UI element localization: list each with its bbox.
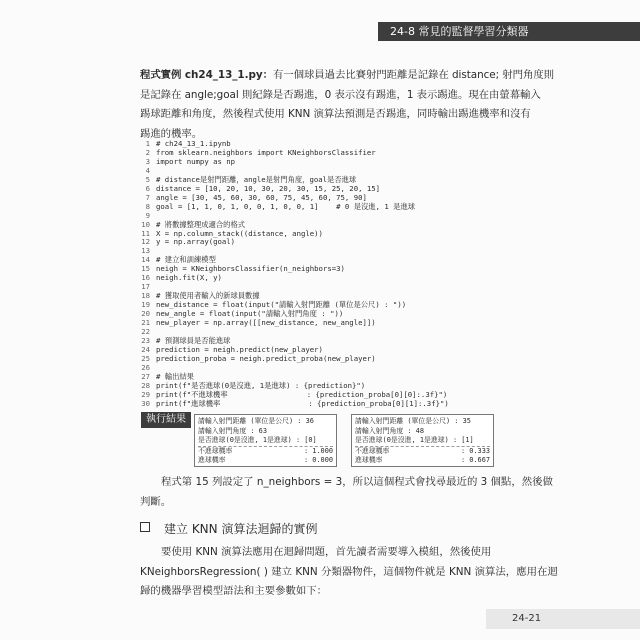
run-output-1: [194, 414, 337, 467]
section-title: 建立 KNN 演算法迴歸的實例: [164, 522, 318, 536]
line-number: 9: [145, 210, 150, 220]
output-row: [198, 427, 333, 437]
code-line: [138, 202, 415, 212]
explanation-paragraph: [140, 473, 553, 512]
body-line: 歸的機器學習模型語法和主要參數如下：: [140, 585, 328, 597]
code-text: # ch24_13_1.ipynb: [156, 139, 231, 148]
line-number: 3: [145, 156, 150, 166]
page-number: 24-21: [486, 609, 640, 629]
code-line: [138, 399, 449, 409]
code-text: prediction_proba = neigh.predict_proba(new_player): [156, 353, 376, 363]
line-number: 25: [141, 353, 150, 363]
line-number: 27: [141, 371, 150, 381]
line-number: 5: [145, 174, 150, 184]
output-label: 是否進球(0是沒進, 1是進球) : [1]: [355, 436, 474, 445]
line-number: 16: [141, 273, 150, 283]
output-label: 請輸入射門角度 : 48: [355, 426, 424, 435]
line-number: 19: [141, 300, 150, 310]
output-value: : 0.667: [460, 456, 490, 465]
code-text: X = np.column_stack((distance, angle)): [156, 228, 323, 238]
line-number: 17: [141, 282, 150, 292]
line-number: 1: [145, 139, 150, 148]
output-label: 進球機率: [355, 456, 383, 465]
result-tag: 執行結果: [141, 412, 191, 428]
line-number: 14: [141, 255, 150, 265]
code-line: [138, 318, 376, 328]
intro-line: 程式實例 ch24_13_1.py：有一個球員過去比賽射門距離是記錄在 distance; 射門角度則: [140, 69, 555, 81]
intro-paragraph: [140, 66, 555, 144]
line-number: 13: [141, 246, 150, 256]
code-text: prediction = neigh.predict(new_player): [156, 344, 323, 354]
code-text: goal = [1, 1, 0, 1, 0, 0, 1, 0, 0, 1] # 0 是沒進, 1 是進球: [156, 201, 416, 211]
line-number: 21: [141, 318, 150, 327]
output-row: [198, 436, 333, 447]
checkbox-square-icon: [140, 522, 150, 532]
line-number: 8: [145, 201, 150, 211]
code-text: y = np.array(goal): [156, 237, 236, 247]
output-label: 進球機率: [198, 456, 226, 465]
code-text: neigh = KNeighborsClassifier(n_neighbors=3): [156, 264, 345, 274]
line-number: 11: [141, 228, 150, 238]
output-row: [198, 447, 333, 457]
code-text: # 建立和訓練模型: [156, 255, 216, 265]
example-label: 程式實例 ch24_13_1.py：: [140, 69, 273, 81]
run-output-2: [351, 414, 494, 467]
line-number: 23: [141, 335, 150, 345]
line-number: 10: [141, 219, 150, 229]
line-number: 20: [141, 309, 150, 319]
code-text: from sklearn.neighbors import KNeighborsClassifier: [156, 147, 376, 157]
line-number: 22: [141, 326, 150, 336]
line-number: 28: [141, 380, 150, 390]
output-label: 是否進球(0是沒進, 1是進球) : [0]: [198, 436, 317, 445]
line-number: 26: [141, 362, 150, 372]
explanation-line: 程式第 15 列設定了 n_neighbors = 3，所以這個程式會找尋最近的 3 個點，然後做: [161, 476, 553, 488]
line-number: 12: [141, 237, 150, 247]
code-text: import numpy as np: [156, 156, 236, 166]
line-number: 24: [141, 344, 150, 354]
line-number: 18: [141, 291, 150, 301]
code-text: angle = [30, 45, 60, 30, 60, 75, 45, 60, 75, 90]: [156, 192, 367, 202]
output-value: : 0.000: [303, 456, 333, 465]
output-value: : 1.000: [303, 446, 333, 455]
output-row: [355, 456, 490, 466]
code-text: neigh.fit(X, y): [156, 273, 222, 283]
line-number: 7: [145, 192, 150, 202]
line-number: 6: [145, 183, 150, 193]
output-label: 請輸入射門距離 (單位是公尺) : 36: [198, 417, 314, 425]
line-number: 29: [141, 389, 150, 399]
code-text: print(f"進球機率 : {prediction_proba[0][1]:.3f}"): [156, 398, 449, 408]
code-text: print(f"是否進球(0是沒進, 1是進球) : {prediction}"): [156, 380, 366, 390]
code-line: [138, 354, 376, 364]
line-number: 4: [145, 165, 150, 175]
output-label: 請輸入射門角度 : 63: [198, 426, 267, 435]
output-row: [198, 456, 333, 466]
body-line: 要使用 KNN 演算法應用在迴歸問題，首先讀者需要導入模組，然後使用: [161, 546, 492, 558]
code-text: # 將數據整理成適合的格式: [156, 219, 246, 229]
code-text: # 獲取使用者輸入的新球員數據: [156, 291, 260, 301]
output-row: [355, 427, 490, 437]
output-row: [355, 436, 490, 447]
chapter-header: [378, 22, 640, 41]
code-text: distance = [10, 20, 10, 30, 20, 30, 15, 25, 20, 15]: [156, 183, 381, 193]
line-number: 2: [145, 147, 150, 157]
code-text: print(f"不進球機率 : {prediction_proba[0][0]:.3f}"): [156, 389, 448, 399]
output-label: 請輸入射門距離 (單位是公尺) : 35: [355, 417, 471, 425]
intro-line: 踢球距離和角度，然後程式使用 KNN 演算法預測是否踢進，同時輸出踢進機率和沒有: [140, 108, 531, 120]
line-number: 30: [141, 398, 150, 408]
line-number: 15: [141, 264, 150, 274]
output-row: [355, 447, 490, 457]
code-text: # 輸出結果: [156, 371, 194, 381]
output-label: 不進球機率: [198, 446, 233, 455]
explanation-line: 判斷。: [140, 495, 172, 508]
code-text: new_player = np.array([[new_distance, new_angle]]): [156, 318, 376, 327]
output-row: [355, 417, 490, 427]
output-label: 不進球機率: [355, 446, 390, 455]
section-heading: [140, 520, 317, 538]
output-value: : 0.333: [460, 446, 490, 455]
code-text: # 預測球員是否能進球: [156, 335, 231, 345]
code-text: # distance是射門距離，angle是射門角度，goal是否進球: [156, 174, 357, 184]
code-text: new_distance = float(input("請輸入射門距離 (單位是公尺) : ")): [156, 300, 407, 310]
intro-line: 踢進的機率。: [140, 127, 203, 140]
code-text: new_angle = float(input("請輸入射門角度 : ")): [156, 309, 344, 319]
body-paragraph: [140, 543, 558, 602]
intro-line: 是記錄在 angle;goal 則紀錄是否踢進，0 表示沒有踢進，1 表示踢進。現在由螢幕輸入: [140, 88, 541, 101]
code-listing: [138, 139, 528, 409]
chapter-title: 24-8 常見的監督學習分類器: [390, 25, 529, 38]
body-line: KNeighborsRegression( ) 建立 KNN 分類器物件，這個物件就是 KNN 演算法，應用在迴: [140, 565, 558, 578]
output-row: [198, 417, 333, 427]
